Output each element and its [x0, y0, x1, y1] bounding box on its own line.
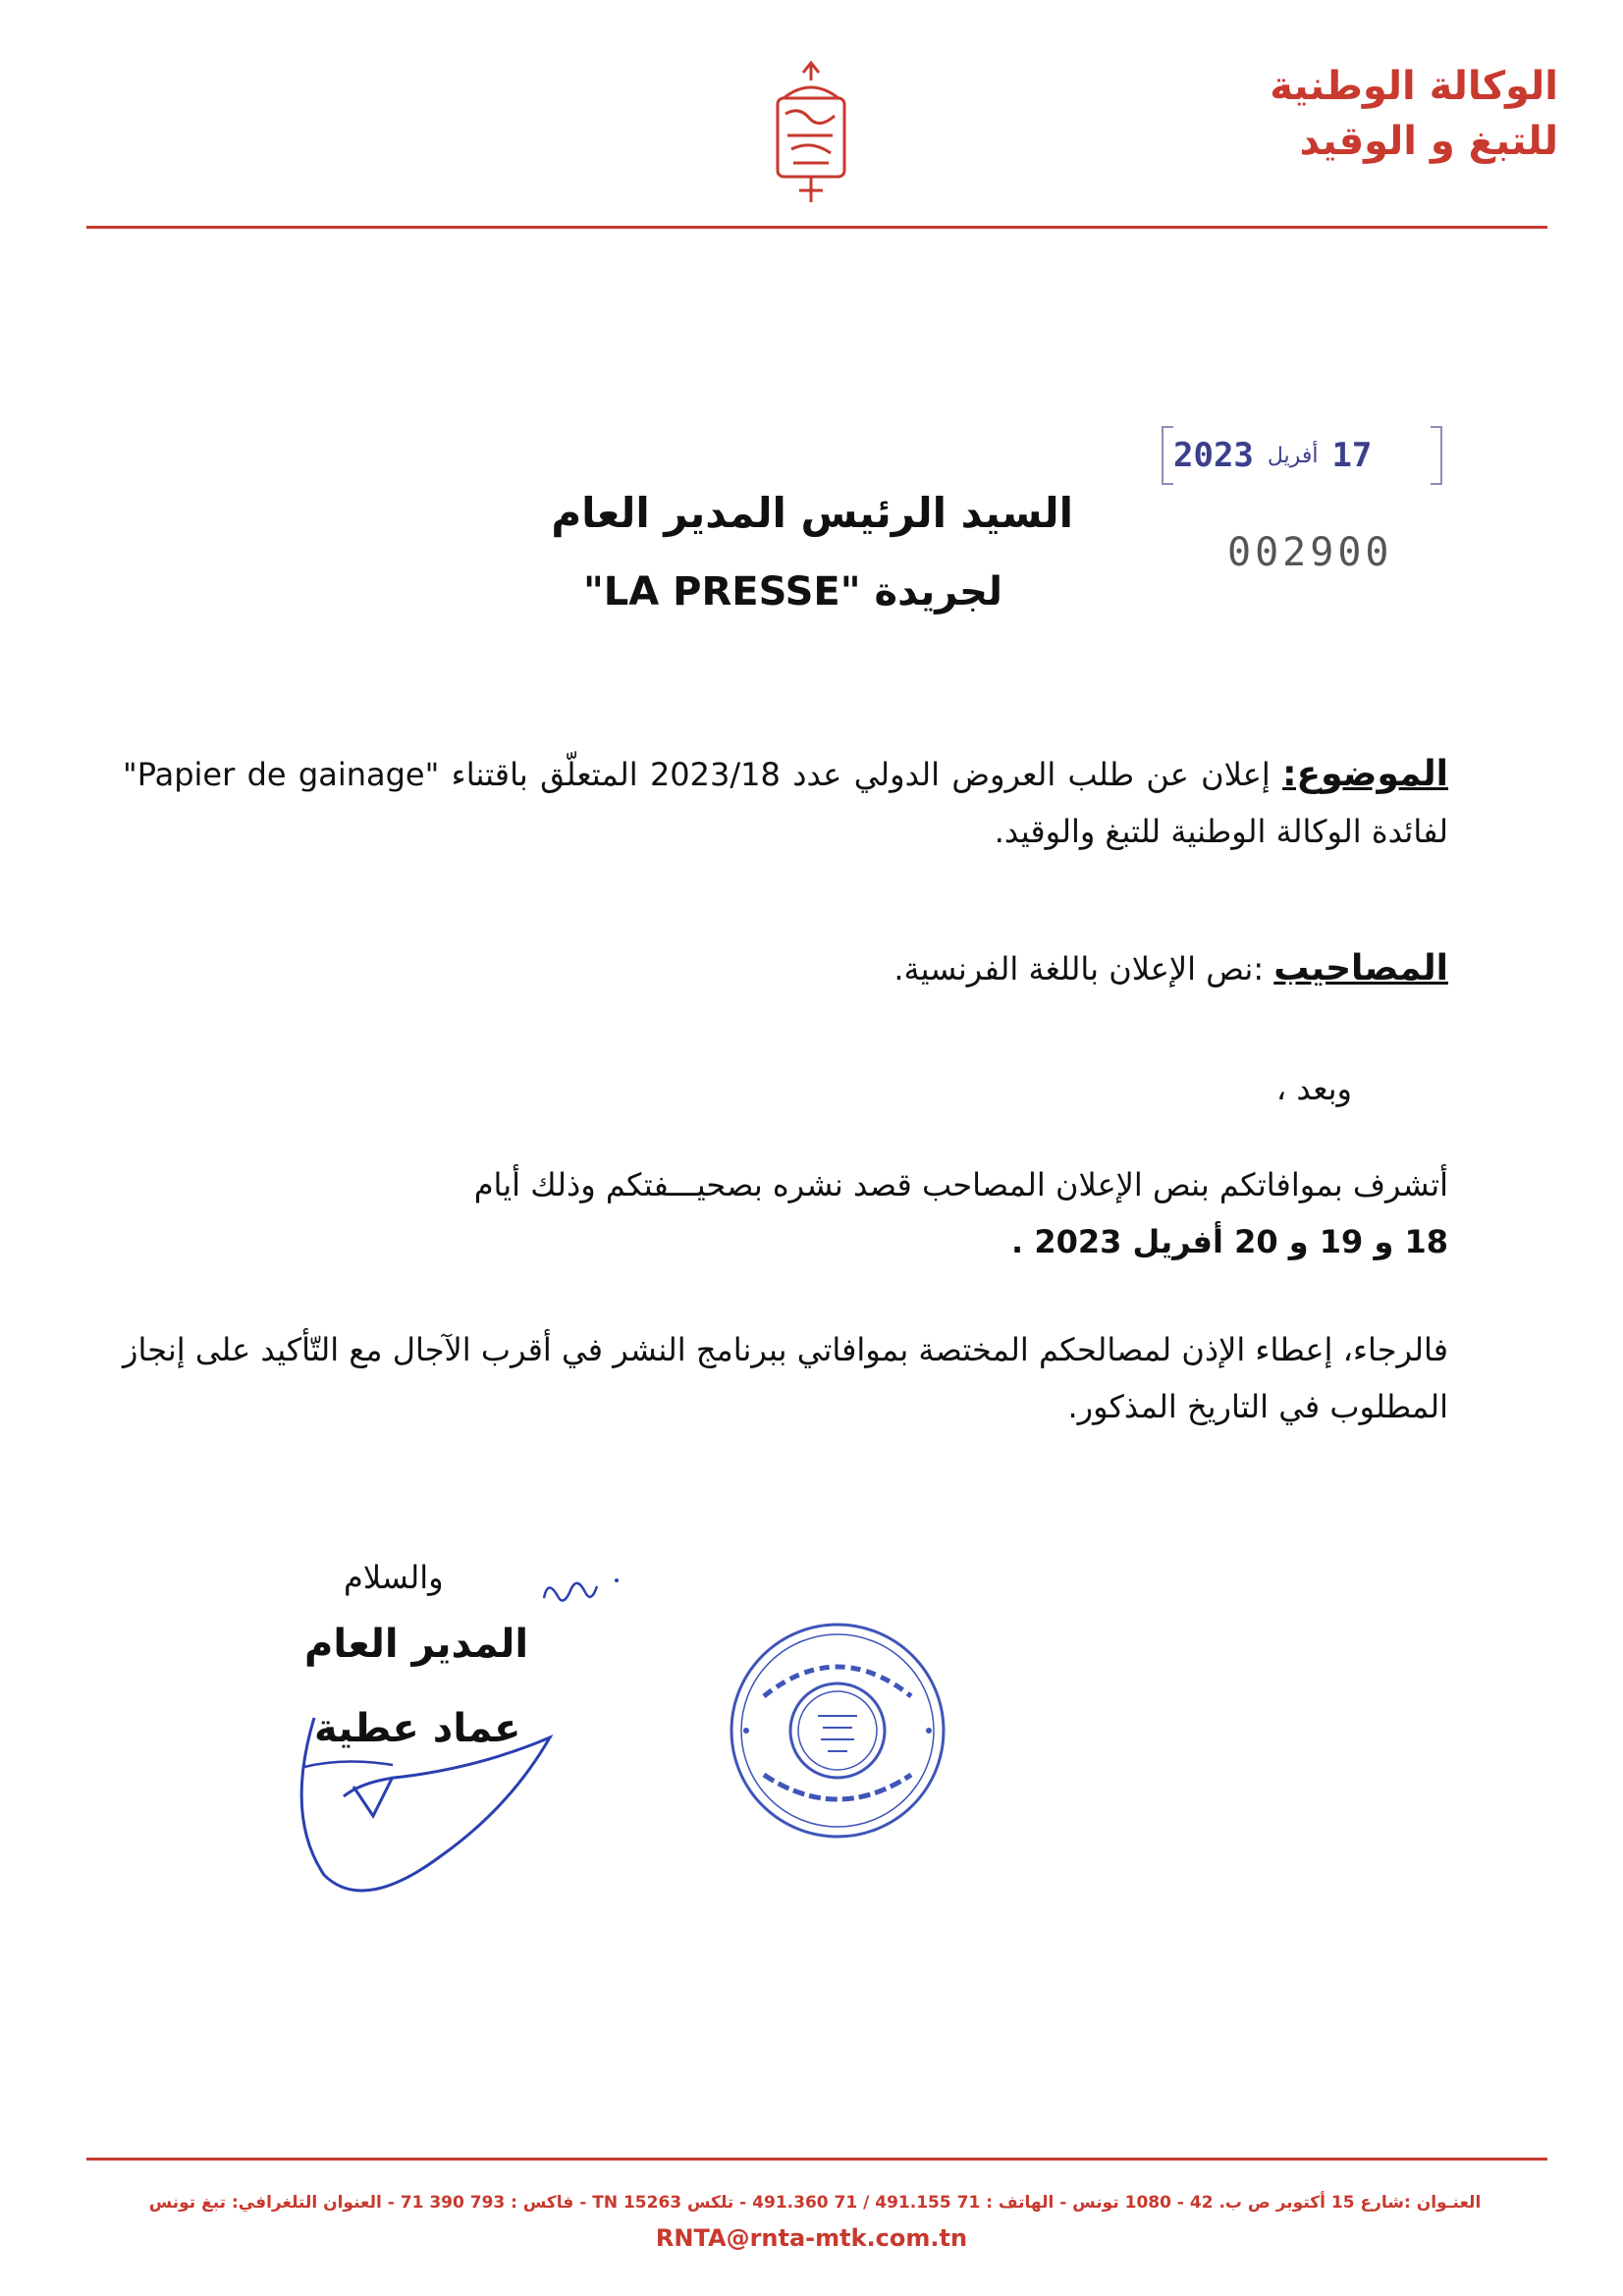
organization-name-line2: للتبغ و الوقيد: [1299, 119, 1558, 164]
addressee-title: السيد الرئيس المدير العام: [551, 489, 1073, 537]
closing-salutation: والسلام: [344, 1559, 444, 1596]
subject-paragraph: [123, 746, 1448, 860]
organization-name-line1: الوكالة الوطنية: [1270, 64, 1558, 109]
organization-logo-icon: [764, 59, 858, 206]
footer-divider: [86, 2158, 1547, 2161]
reference-number-stamp: 002900: [1227, 530, 1393, 575]
attachments-text: :نص الإعلان باللغة الفرنسية.: [893, 950, 1265, 988]
attachments-paragraph: [123, 940, 1448, 997]
stamp-month: أفريل: [1267, 443, 1319, 468]
handwritten-signature-icon: [285, 1708, 579, 1914]
signatory-title: المدير العام: [304, 1622, 529, 1667]
body-paragraph-2: فالرجاء، إعطاء الإذن لمصالحكم المختصة بموافاتي ببرنامج النشر في أقرب الآجال مع التّأكيد على إنجاز المطلوب في التاريخ المذكور.: [123, 1331, 1448, 1425]
stamp-day: 17: [1331, 436, 1373, 475]
handwritten-initials-icon: [538, 1569, 626, 1618]
attachments-label: المصاحيب: [1273, 948, 1448, 988]
footer-address: العنـوان :شارع 15 أكتوبر ص ب. 42 - 1080 تونس - الهاتف : 71 491.155 / 71 491.360 - تلكس TN 15263 - فاكس : 793 390 71 - العنوان التلغرافي: تبغ تونس: [148, 2193, 1482, 2213]
greeting: وبعد ،: [1275, 1070, 1352, 1107]
footer-email: RNTA@rnta-mtk.com.tn: [655, 2224, 968, 2252]
publication-dates: 18 و 19 و 20 أفريل 2023 .: [1011, 1223, 1448, 1260]
official-round-seal-icon: [725, 1618, 950, 1843]
body-paragraph-1-text: أتشرف بموافاتكم بنص الإعلان المصاحب قصد نشره بصحيـــفتكم وذلك أيام: [473, 1166, 1448, 1203]
stamp-year: 2023: [1173, 436, 1254, 475]
organization-name: [1146, 59, 1558, 169]
subject-text: إعلان عن طلب العروض الدولي عدد 2023/18 المتعلّق باقتناء "Papier de gainage" لفائدة الوكالة الوطنية للتبغ والوقيد.: [123, 756, 1448, 850]
subject-label: الموضوع:: [1282, 754, 1449, 794]
received-date-stamp: [1173, 426, 1438, 485]
signatory-name: عماد عطية: [314, 1706, 521, 1751]
header-divider: [86, 226, 1547, 229]
body-paragraph-1: [123, 1156, 1448, 1270]
addressee-newspaper: لجريدة "LA PRESSE": [582, 569, 1002, 614]
